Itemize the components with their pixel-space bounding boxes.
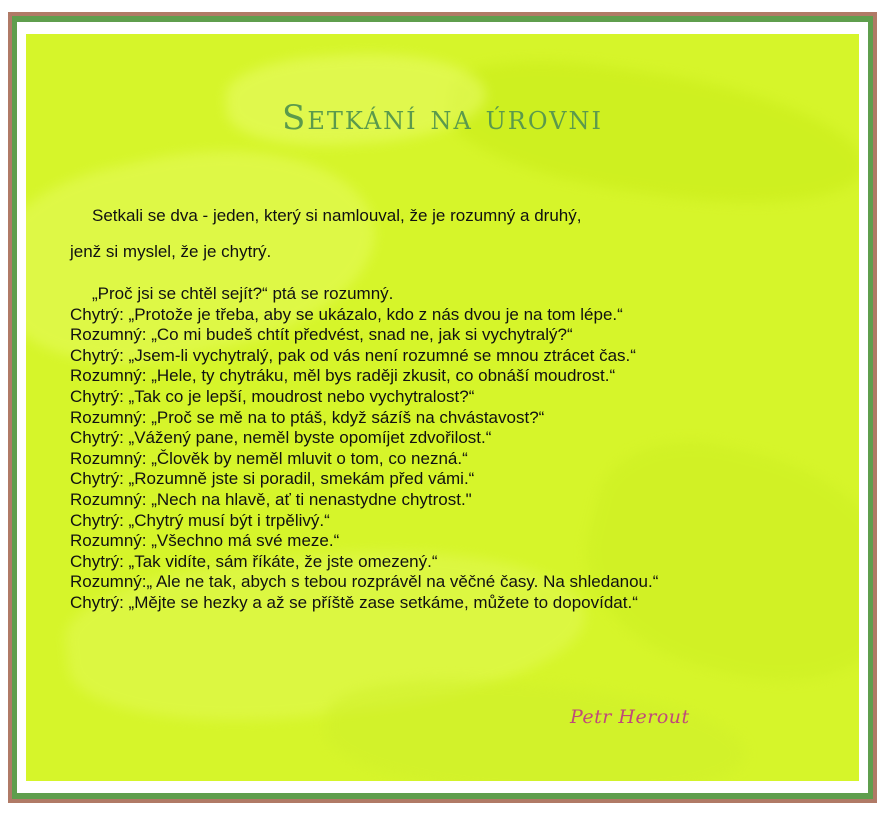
dialogue-line: Chytrý: „Jsem-li vychytralý, pak od vás není rozumné se mnou ztrácet čas.“ — [70, 345, 636, 365]
dialogue-line: Chytrý: „Rozumně jste si poradil, smekám před vámi.“ — [70, 469, 475, 489]
dialogue-line: Rozumný: „Nech na hlavě, ať ti nenastydne chytrost." — [70, 489, 472, 509]
dialogue-line: Chytrý: „Tak co je lepší, moudrost nebo vychytralost?“ — [70, 386, 475, 406]
dialogue-line: Chytrý: „Tak vidíte, sám říkáte, že jste omezený.“ — [70, 551, 438, 571]
intro-line: Setkali se dva - jeden, který si namlouval, že je rozumný a druhý, — [92, 206, 582, 225]
dialogue-line: Chytrý: „Protože je třeba, aby se ukázalo, kdo z nás dvou je na tom lépe.“ — [70, 304, 623, 324]
dialogue-line: Rozumný: „Všechno má své meze.“ — [70, 531, 340, 551]
dialogue-line: Rozumný:„ Ale ne tak, abych s tebou rozprávěl na věčné časy. Na shledanou.“ — [70, 572, 659, 592]
intro-paragraph — [70, 198, 810, 270]
dialogue-line: Chytrý: „Mějte se hezky a až se příště zase setkáme, můžete to dopovídat.“ — [70, 592, 638, 612]
poem-title: Setkání na úrovni — [282, 98, 603, 138]
author-signature: Petr Herout — [570, 706, 690, 728]
poem-panel — [26, 34, 859, 781]
dialogue-line: Rozumný: „Proč se mě na to ptáš, když sázíš na chvástavost?“ — [70, 407, 545, 427]
intro-line: jenž si myslel, že je chytrý. — [70, 242, 272, 261]
dialogue-line: Chytrý: „Chytrý musí být i trpělivý.“ — [70, 510, 330, 530]
dialogue-list — [70, 284, 850, 614]
dialogue-line: Rozumný: „Co mi budeš chtít předvést, snad ne, jak si vychytralý?“ — [70, 325, 573, 345]
dialogue-line: Rozumný: „Člověk by neměl mluvit o tom, co nezná.“ — [70, 448, 468, 468]
outer-frame — [8, 12, 877, 803]
dialogue-line: Rozumný: „Hele, ty chytráku, měl bys raději zkusit, co obnáší moudrost.“ — [70, 366, 616, 386]
dialogue-line: Chytrý: „Vážený pane, neměl byste opomíjet zdvořilost.“ — [70, 428, 492, 448]
dialogue-line: „Proč jsi se chtěl sejít?“ ptá se rozumný. — [92, 284, 394, 303]
